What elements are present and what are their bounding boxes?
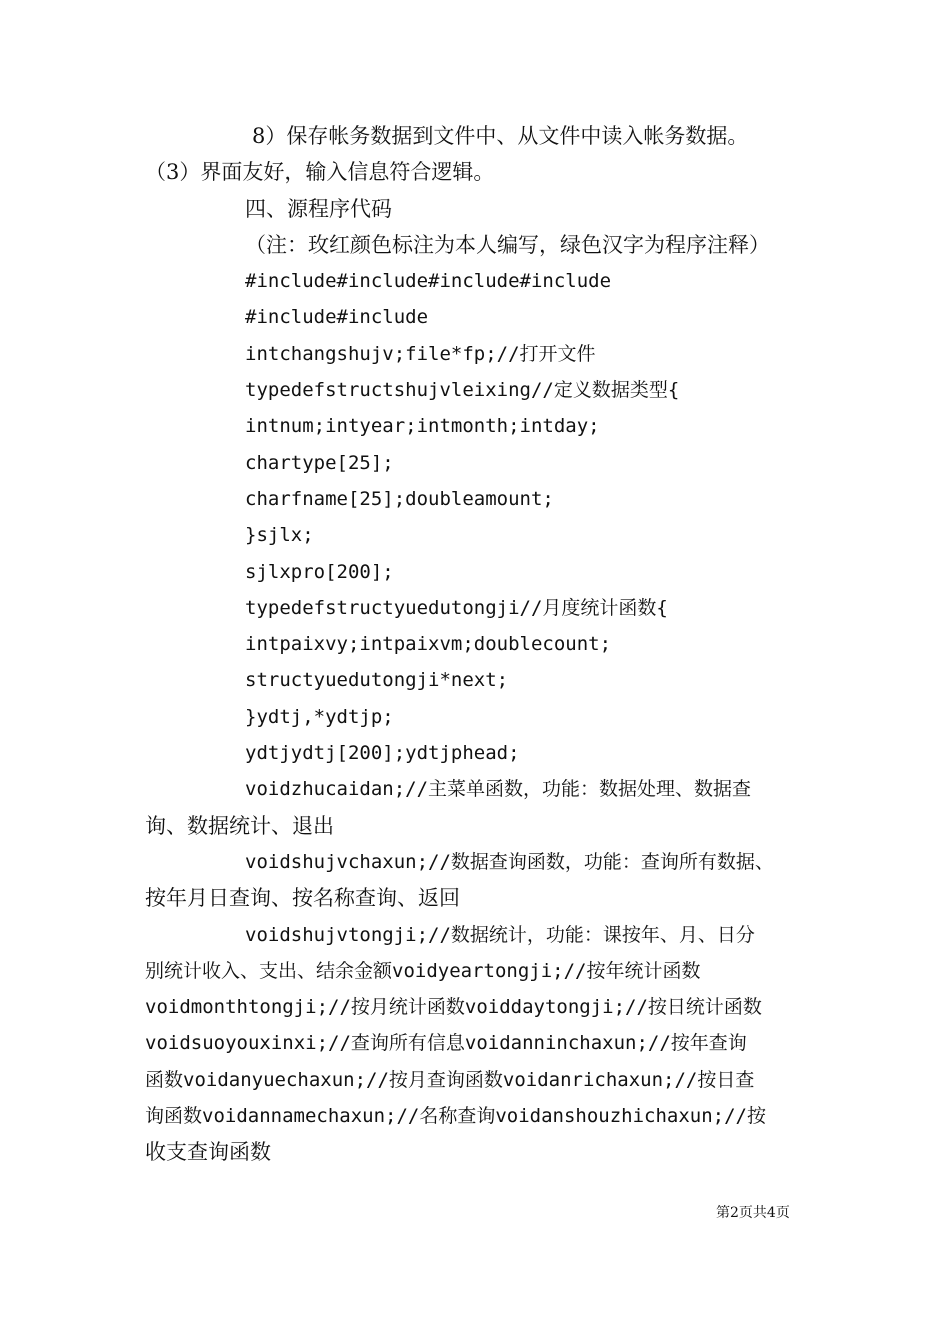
text-line: 按年月日查询、按名称查询、返回	[145, 886, 460, 911]
code-line: 询函数voidannamechaxun;//名称查询voidanshouzhichaxun;//按	[145, 1105, 766, 1128]
code-line: }ydtj,*ydtjp;	[245, 705, 394, 728]
text-line: 询、数据统计、退出	[145, 813, 334, 838]
code-line: chartype[25];	[245, 451, 394, 474]
code-line: typedefstructyuedutongji//月度统计函数{	[245, 596, 668, 619]
section-heading: 四、源程序代码	[245, 196, 392, 221]
code-line: #include#include	[245, 306, 429, 329]
code-line: intnum;intyear;intmonth;intday;	[245, 415, 600, 438]
code-line: }sjlx;	[245, 524, 314, 547]
code-line: sjlxpro[200];	[245, 560, 394, 583]
code-line: #include#include#include#include	[245, 270, 612, 293]
code-line: voidzhucaidan;//主菜单函数，功能：数据处理、数据查	[245, 778, 752, 801]
code-line: 函数voidanyuechaxun;//按月查询函数voidanrichaxun;//按日查	[145, 1068, 755, 1091]
code-line: intchangshujv;file*fp;//打开文件	[245, 342, 596, 365]
code-line: ydtjydtj[200];ydtjphead;	[245, 742, 520, 765]
code-line: 别统计收入、支出、结余金额voidyeartongji;//按年统计函数	[145, 959, 701, 982]
code-line: intpaixvy;intpaixvm;doublecount;	[245, 633, 612, 656]
code-line: charfname[25];doubleamount;	[245, 487, 554, 510]
code-line: voidmonthtongji;//按月统计函数voiddaytongji;//按日统计函数	[145, 996, 762, 1019]
text-line: （注：玫红颜色标注为本人编写，绿色汉字为程序注释）	[245, 232, 770, 257]
page-number: 第2页共4页	[716, 1205, 790, 1221]
code-line: voidshujvtongji;//数据统计，功能：课按年、月、日分	[245, 923, 755, 946]
text-line: 8）保存帐务数据到文件中、从文件中读入帐务数据。	[252, 124, 749, 148]
document-body	[145, 118, 825, 1171]
code-line: typedefstructshujvleixing//定义数据类型{	[245, 379, 680, 402]
text-line: （3）界面友好，输入信息符合逻辑。	[145, 160, 495, 185]
code-line: voidshujvchaxun;//数据查询函数，功能：查询所有数据、	[245, 850, 774, 873]
text-line: 收支查询函数	[145, 1140, 271, 1165]
code-line: voidsuoyouxinxi;//查询所有信息voidanninchaxun;//按年查询	[145, 1032, 747, 1055]
code-line: structyuedutongji*next;	[245, 669, 509, 692]
